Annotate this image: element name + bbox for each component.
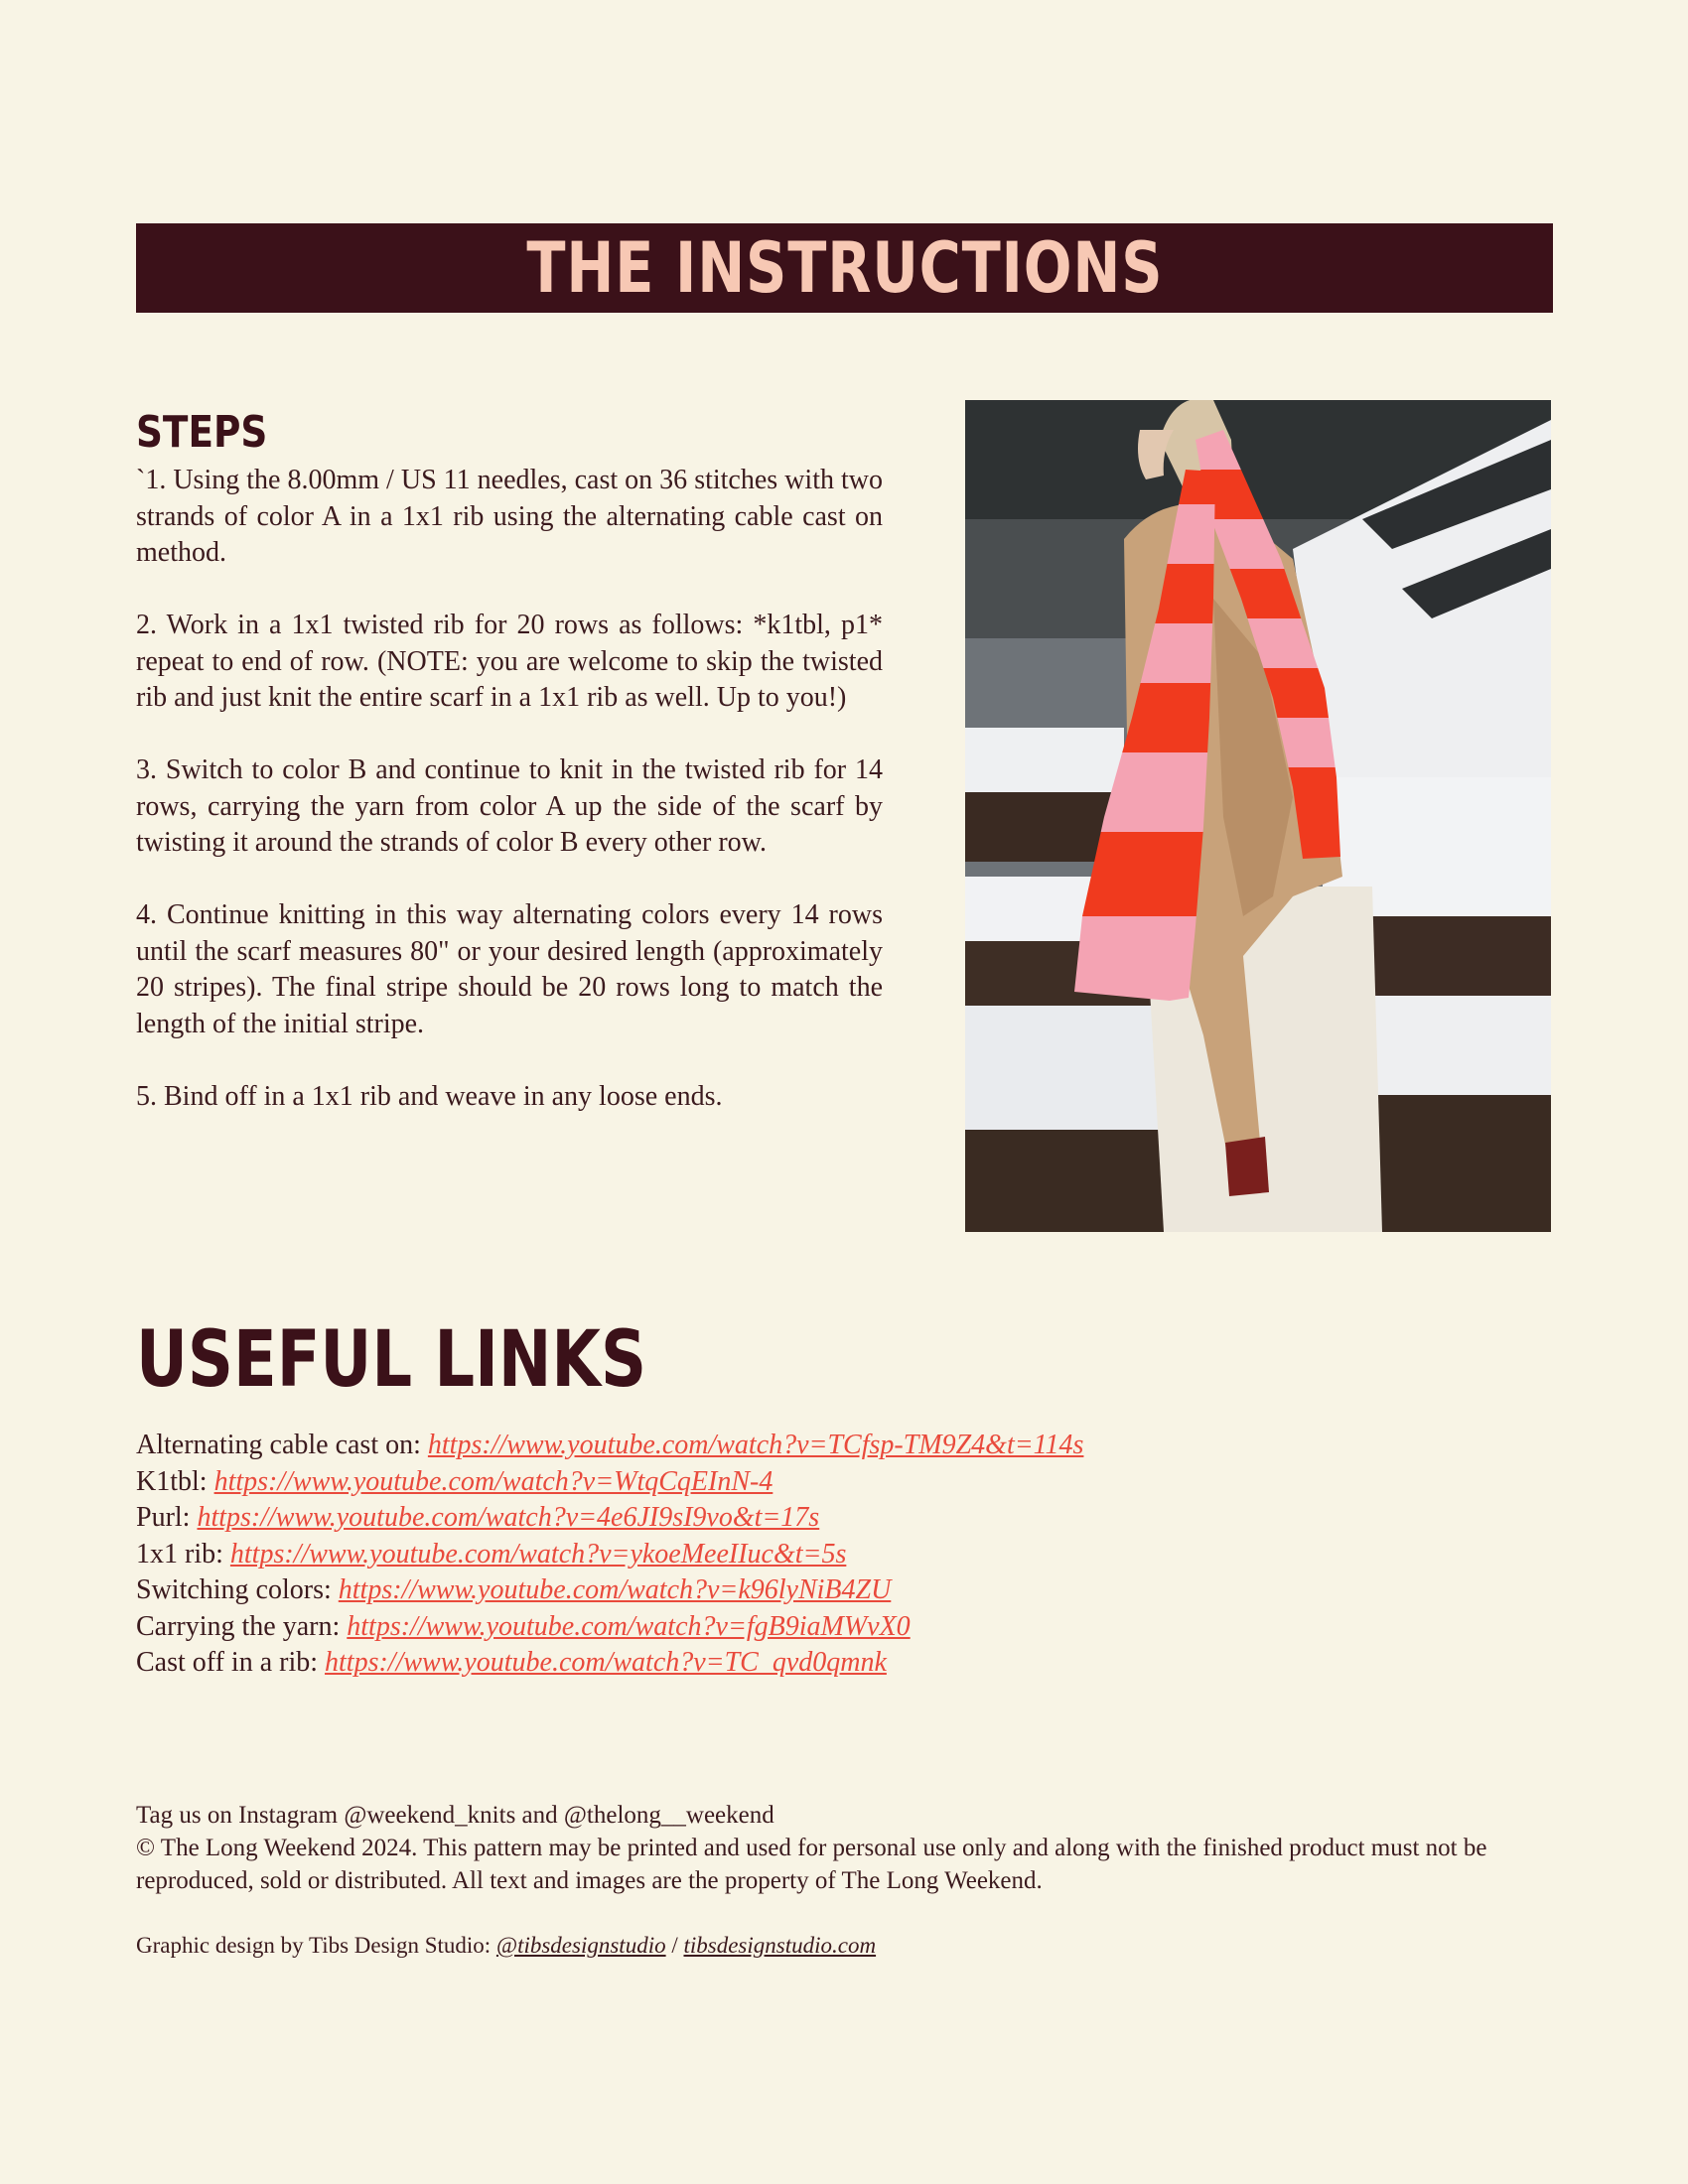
scarf-photo: [965, 400, 1551, 1232]
footer: [136, 1799, 1556, 1897]
link-row-purl: [136, 1500, 1083, 1537]
steps-heading: STEPS: [136, 407, 268, 458]
link-purl[interactable]: https://www.youtube.com/watch?v=4e6JI9sI9vo&t=17s: [197, 1502, 820, 1533]
instagram-tag: Tag us on Instagram @weekend_knits and @thelong__weekend: [136, 1802, 774, 1829]
link-k1tbl[interactable]: https://www.youtube.com/watch?v=WtqCqEInN-4: [213, 1465, 774, 1497]
link-row-1x1-rib: [136, 1537, 1083, 1573]
link-cable-cast-on[interactable]: https://www.youtube.com/watch?v=TCfsp-TM9Z4&t=114s: [427, 1430, 1084, 1460]
design-credit: [136, 1931, 876, 1961]
step-2: 2. Work in a 1x1 twisted rib for 20 rows as follows: *k1tbl, p1* repeat to end of row. (NOTE: you are welcome to skip the twisted rib and just knit the entire scarf in a 1x1 rib as well. Up to you!): [136, 610, 883, 713]
link-carrying-yarn[interactable]: https://www.youtube.com/watch?v=fgB9iaMWvX0: [347, 1610, 911, 1642]
design-site-link[interactable]: tibsdesignstudio.com: [683, 1933, 877, 1958]
link-row-cable-cast-on: [136, 1428, 1083, 1464]
design-credit-label: Graphic design by Tibs Design Studio:: [136, 1933, 496, 1958]
link-label: Switching colors:: [136, 1574, 339, 1605]
step-4: 4. Continue knitting in this way alternating colors every 14 rows until the scarf measures 80" or your desired length (approximately 20 stripes). The final stripe should be 20 rows long to match the length of the initial stripe.: [136, 899, 883, 1039]
useful-links-list: [136, 1428, 1083, 1682]
scarf-photo-illustration: [965, 400, 1551, 1232]
link-label: 1x1 rib:: [136, 1538, 230, 1570]
steps-list: [136, 463, 883, 1152]
page-title: THE INSTRUCTIONS: [525, 227, 1164, 309]
step-3: 3. Switch to color B and continue to knit in the twisted rib for 14 rows, carrying the yarn from color A up the side of the scarf by twisting it around the strands of color B every other row.: [136, 754, 883, 858]
link-row-carrying-yarn: [136, 1609, 1083, 1646]
step-1: `1. Using the 8.00mm / US 11 needles, cast on 36 stitches with two strands of color A in a 1x1 rib using the alternating cable cast on method.: [136, 465, 883, 568]
link-row-cast-off-rib: [136, 1645, 1083, 1682]
link-label: Alternating cable cast on:: [136, 1430, 428, 1460]
link-cast-off-rib[interactable]: https://www.youtube.com/watch?v=TC_qvd0qmnk: [325, 1647, 887, 1678]
useful-links-heading: USEFUL LINKS: [136, 1315, 647, 1405]
link-row-switching-colors: [136, 1572, 1083, 1609]
link-label: K1tbl:: [136, 1465, 214, 1497]
link-label: Carrying the yarn:: [136, 1610, 348, 1642]
title-banner: [136, 223, 1553, 313]
link-label: Cast off in a rib:: [136, 1647, 326, 1678]
design-handle-link[interactable]: @tibsdesignstudio: [495, 1933, 666, 1958]
step-5: 5. Bind off in a 1x1 rib and weave in any loose ends.: [136, 1080, 723, 1112]
link-row-k1tbl: [136, 1464, 1083, 1501]
copyright-notice: © The Long Weekend 2024. This pattern may be printed and used for personal use only and along with the finished product must not be reproduced, sold or distributed. All text and images are the property of The Long Weekend.: [136, 1835, 1487, 1894]
design-separator: /: [665, 1933, 684, 1958]
link-switching-colors[interactable]: https://www.youtube.com/watch?v=k96lyNiB4ZU: [338, 1574, 892, 1605]
link-1x1-rib[interactable]: https://www.youtube.com/watch?v=ykoeMeeIIuc&t=5s: [229, 1538, 847, 1570]
link-label: Purl:: [136, 1502, 198, 1533]
